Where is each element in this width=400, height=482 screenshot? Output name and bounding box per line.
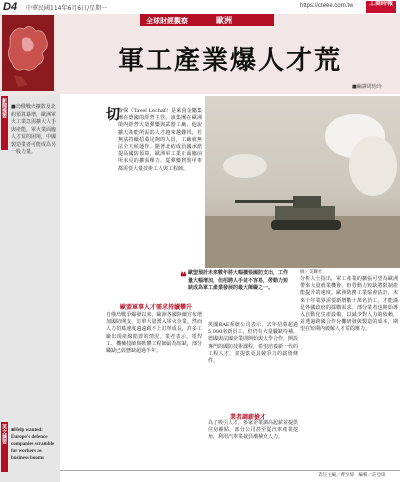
body-column-2: 英國BAE系統公司表示，去年招募超過5,000名新員工，但仍有大量職缺待補。德國與法國企業則開始與大學合作，開設專門的國防技術課程，希望培養新一代的工程人才，並提供更具競爭力的薪資條件。 xyxy=(208,322,299,365)
drop-cap: 切 xyxy=(106,107,120,123)
subhead-1: 歐盟軍事人才需求持續攀升 xyxy=(120,304,193,311)
region-tag: 歐洲 xyxy=(216,16,232,25)
headline: 軍工產業爆人才荒 xyxy=(118,46,343,76)
dateline: 中華民國114年6月6日/星期一 xyxy=(26,5,108,12)
english-summary: ■Help wanted: Europe's defence companies scramble for workers as business booms xyxy=(11,428,55,461)
pull-quote: 歐盟預計未來數年將大幅擴張國防支出，工作量大幅增加，但招聘人手並不容易，勞動力短缺成為軍工產業發展的最大障礙之一。 xyxy=(188,270,289,291)
tank-photo xyxy=(205,96,400,268)
footer-divider xyxy=(60,470,400,471)
body-column-1: 自俄烏戰爭爆發以來，歐洲各國陸續宣布增加國防開支，訂單大量湧入軍火企業。然而人力招募速度遠遠跟不上訂單成長，許多工廠出現產線閒置的情況。業者表示，電焊工、機械技師與軟體工程師最為短缺，部分職缺已經懸缺超過半年。 xyxy=(106,312,202,355)
quote-icon: ❝ xyxy=(180,270,187,284)
photo-credit: 圖／美聯社 xyxy=(300,270,323,275)
body-column-2b: 為了吸引人才，多家企業調高起薪並提供住房補貼，部分公司甚至從汽車產業挖角，利用汽車業裁員潮補充人力。 xyxy=(208,420,299,441)
section-label: 全球財經觀察 xyxy=(146,17,188,25)
news-summary-tab-label: 新聞提要 xyxy=(1,98,7,118)
body-column-3: 分析人士指出，軍工產業的擴張可望為歐洲帶來大量就業機會，但勞動力短缺將限制產能提升的速度。歐洲防務工業協會估計，未來十年業界需要新增數十萬名員工，才能滿足各國政府的採購需求。部分業者也開始導入自動化生產設備，以減少對人力的依賴，並透過跨國合作分攤研發與製造的成本，期望在短期內緩解人才荒的壓力。 xyxy=(300,276,398,333)
news-summary: ■烏俄戰火擴散及北約預算暴增，歐洲軍火工業急需擴大人手與產能，軍火業面臨人才荒的困境，中國製造業者可能成為另一股力量。 xyxy=(11,104,57,155)
site-url[interactable]: https://cteee.com.tw xyxy=(300,3,354,9)
byline: ■編譯周怡玲 xyxy=(352,84,382,90)
subhead-2: 業者調薪搶才 xyxy=(230,414,267,421)
europe-map-icon xyxy=(2,15,54,91)
page-number: D4 xyxy=(3,1,18,13)
newspaper-logo: 工商時報 xyxy=(366,1,396,13)
lead-paragraph: 身保（Tavel Lechaf）是萊茵金屬集團在德國的經營主管，該集團在歐洲境內經營大量彈藥與武器工廠，他說擴大產能所需的人才越來越難找，若無法持續招募足夠的人員，工廠就無法全天候運作。隨著北約成員國承諾提高國防預算，歐洲軍工業正面臨前所未見的擴張壓力，從彈藥到裝甲車都需要大量技術工人與工程師。 xyxy=(118,108,202,172)
english-summary-tab-label: 英文摘要 xyxy=(1,424,7,444)
footer-credits: 責任主編／曹至瑋 編輯／莊亞璋 xyxy=(318,473,386,478)
